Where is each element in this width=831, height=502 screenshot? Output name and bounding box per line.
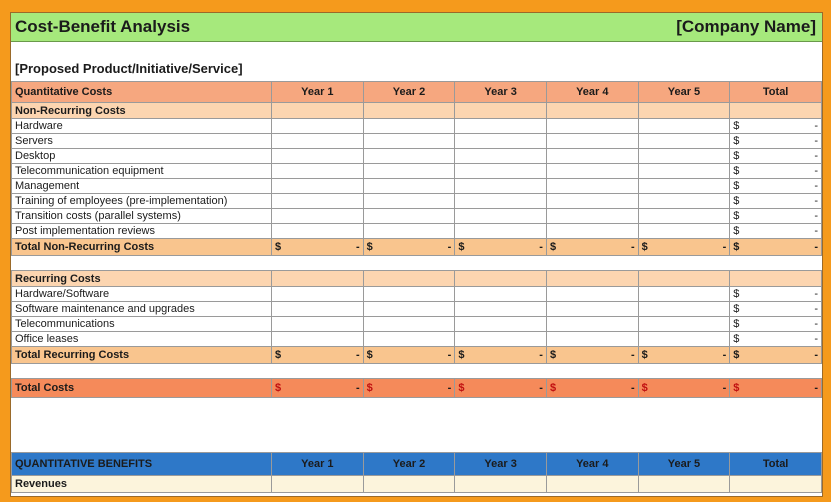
dash-value: - <box>814 195 818 207</box>
dash-value: - <box>814 382 818 394</box>
currency-symbol: $ <box>733 165 740 177</box>
row-total-amount <box>733 195 818 207</box>
total-costs-cell <box>363 379 455 398</box>
currency-symbol: $ <box>733 195 740 207</box>
item-label: Telecommunication equipment <box>12 164 272 179</box>
year-1-input-cell[interactable] <box>272 224 364 239</box>
row-total-cell <box>730 149 822 164</box>
year-3-input-cell[interactable] <box>455 287 547 302</box>
total-costs-amount <box>458 382 543 394</box>
total-recurring-amount <box>642 349 727 361</box>
table-row <box>12 209 822 224</box>
dash-value: - <box>814 303 818 315</box>
year-3-input-cell[interactable] <box>455 224 547 239</box>
year-2-input-cell[interactable] <box>363 332 455 347</box>
year-5-input-cell[interactable] <box>638 332 730 347</box>
dash-value: - <box>355 349 360 361</box>
year-2-input-cell[interactable] <box>363 317 455 332</box>
year-5-input-cell[interactable] <box>638 209 730 224</box>
benefit-header-label: QUANTITATIVE BENEFITS <box>12 453 272 476</box>
section-cell <box>546 271 638 287</box>
year-2-input-cell[interactable] <box>363 302 455 317</box>
item-label: Servers <box>12 134 272 149</box>
total-costs-cell <box>546 379 638 398</box>
year-3-input-cell[interactable] <box>455 317 547 332</box>
year-1-input-cell[interactable] <box>272 134 364 149</box>
year-1-input-cell[interactable] <box>272 164 364 179</box>
currency-symbol: $ <box>733 288 740 300</box>
total-recurring-cell <box>638 347 730 364</box>
total-costs-amount <box>550 382 635 394</box>
total-non-recurring <box>12 239 822 256</box>
total-non-recurring-cell <box>730 239 822 256</box>
row-total-cell <box>730 194 822 209</box>
year-4-input-cell[interactable] <box>546 209 638 224</box>
benefit-total-header: Total <box>730 453 822 476</box>
table-row <box>12 287 822 302</box>
currency-symbol: $ <box>366 241 373 253</box>
section-cell <box>730 103 822 119</box>
year-4-input-cell[interactable] <box>546 287 638 302</box>
dash-value: - <box>814 333 818 345</box>
total-costs <box>12 379 822 398</box>
table-row <box>12 224 822 239</box>
dash-value: - <box>814 150 818 162</box>
currency-symbol: $ <box>275 382 282 394</box>
section-cell <box>363 271 455 287</box>
year-3-input-cell[interactable] <box>455 194 547 209</box>
total-non-recurring-cell <box>455 239 547 256</box>
row-total-amount <box>733 333 818 345</box>
section-cell <box>272 271 364 287</box>
year-1-input-cell[interactable] <box>272 332 364 347</box>
year-1-input-cell[interactable] <box>272 209 364 224</box>
year-3-input-cell[interactable] <box>455 302 547 317</box>
year-4-input-cell[interactable] <box>546 317 638 332</box>
benefit-year-3-header: Year 3 <box>455 453 547 476</box>
currency-symbol: $ <box>733 303 740 315</box>
currency-symbol: $ <box>733 120 740 132</box>
item-label: Transition costs (parallel systems) <box>12 209 272 224</box>
dash-value: - <box>814 165 818 177</box>
dash-value: - <box>814 288 818 300</box>
total-non-recurring-amount <box>458 241 543 253</box>
currency-symbol: $ <box>641 349 648 361</box>
dash-value: - <box>447 382 452 394</box>
revenues-section <box>12 476 822 493</box>
total-non-recurring-cell <box>546 239 638 256</box>
table-row <box>12 332 822 347</box>
dash-value: - <box>814 180 818 192</box>
year-5-input-cell[interactable] <box>638 287 730 302</box>
currency-symbol: $ <box>641 382 648 394</box>
dash-value: - <box>814 241 818 253</box>
section-cell <box>455 103 547 119</box>
item-label: Training of employees (pre-implementation) <box>12 194 272 209</box>
year-1-input-cell[interactable] <box>272 179 364 194</box>
total-recurring-cell <box>730 347 822 364</box>
cost-total-header: Total <box>730 82 822 103</box>
year-4-input-cell[interactable] <box>546 134 638 149</box>
year-5-input-cell[interactable] <box>638 302 730 317</box>
total-recurring-amount <box>275 349 360 361</box>
total-recurring-cell <box>363 347 455 364</box>
currency-symbol: $ <box>549 382 557 394</box>
total-non-recurring-amount <box>367 241 452 253</box>
year-5-input-cell[interactable] <box>638 164 730 179</box>
year-2-input-cell[interactable] <box>363 179 455 194</box>
section-cell <box>363 103 455 119</box>
dash-value: - <box>814 210 818 222</box>
cost-year-5-header: Year 5 <box>638 82 730 103</box>
dash-value: - <box>447 241 452 253</box>
row-total-amount <box>733 120 818 132</box>
total-non-recurring-cell <box>638 239 730 256</box>
year-4-input-cell[interactable] <box>546 164 638 179</box>
dash-value: - <box>539 349 543 361</box>
section-cell <box>363 476 455 493</box>
dash-value: - <box>814 135 818 147</box>
dash-value: - <box>539 382 543 394</box>
dash-value: - <box>355 241 360 253</box>
cost-table <box>11 81 822 398</box>
currency-symbol: $ <box>733 333 740 345</box>
spreadsheet <box>10 12 823 497</box>
cost-header-label: Quantitative Costs <box>12 82 272 103</box>
total-costs-cell <box>455 379 547 398</box>
total-non-recurring-label: Total Non-Recurring Costs <box>12 239 272 256</box>
year-2-input-cell[interactable] <box>363 194 455 209</box>
non-recurring-section-label: Non-Recurring Costs <box>12 103 272 119</box>
benefit-table <box>11 452 822 493</box>
item-label: Telecommunications <box>12 317 272 332</box>
section-cell <box>638 271 730 287</box>
year-5-input-cell[interactable] <box>638 194 730 209</box>
benefit-year-1-header: Year 1 <box>272 453 364 476</box>
spacer-cell <box>12 364 822 379</box>
row-total-cell <box>730 224 822 239</box>
total-costs-label: Total Costs <box>12 379 272 398</box>
year-1-input-cell[interactable] <box>272 119 364 134</box>
total-non-recurring-amount <box>550 241 635 253</box>
year-2-input-cell[interactable] <box>363 224 455 239</box>
table-row <box>12 164 822 179</box>
year-2-input-cell[interactable] <box>363 287 455 302</box>
sheet-title: Cost-Benefit Analysis <box>15 17 191 36</box>
section-cell <box>272 103 364 119</box>
total-costs-cell <box>638 379 730 398</box>
total-recurring-cell <box>455 347 547 364</box>
year-3-input-cell[interactable] <box>455 149 547 164</box>
total-recurring-amount <box>458 349 543 361</box>
currency-symbol: $ <box>549 349 557 361</box>
year-5-input-cell[interactable] <box>638 119 730 134</box>
table-row <box>12 302 822 317</box>
year-3-input-cell[interactable] <box>455 209 547 224</box>
item-label: Desktop <box>12 149 272 164</box>
row-total-amount <box>733 318 818 330</box>
dash-value: - <box>447 349 452 361</box>
cost-year-1-header: Year 1 <box>272 82 364 103</box>
currency-symbol: $ <box>275 349 282 361</box>
currency-symbol: $ <box>549 241 557 253</box>
recurring-section <box>12 271 822 287</box>
table-row <box>12 179 822 194</box>
year-1-input-cell[interactable] <box>272 287 364 302</box>
currency-symbol: $ <box>733 382 740 394</box>
item-label: Post implementation reviews <box>12 224 272 239</box>
section-cell <box>730 271 822 287</box>
title-bar <box>11 13 822 42</box>
section-cell <box>638 103 730 119</box>
currency-symbol: $ <box>458 349 465 361</box>
year-5-input-cell[interactable] <box>638 149 730 164</box>
row-total-cell <box>730 317 822 332</box>
year-4-input-cell[interactable] <box>546 119 638 134</box>
total-costs-cell <box>272 379 364 398</box>
year-2-input-cell[interactable] <box>363 149 455 164</box>
currency-symbol: $ <box>733 135 740 147</box>
row-total-cell <box>730 332 822 347</box>
row-total-amount <box>733 288 818 300</box>
currency-symbol: $ <box>458 382 465 394</box>
year-3-input-cell[interactable] <box>455 332 547 347</box>
dash-value: - <box>630 349 635 361</box>
currency-symbol: $ <box>733 349 740 361</box>
section-cell <box>730 476 822 493</box>
total-recurring-amount <box>367 349 452 361</box>
row-total-cell <box>730 287 822 302</box>
section-cell <box>272 476 364 493</box>
recurring-section-label: Recurring Costs <box>12 271 272 287</box>
dash-value: - <box>630 241 635 253</box>
row-total-cell <box>730 179 822 194</box>
currency-symbol: $ <box>733 210 740 222</box>
total-non-recurring-cell <box>272 239 364 256</box>
dash-value: - <box>722 349 727 361</box>
spacer-row <box>12 364 822 379</box>
total-recurring-label: Total Recurring Costs <box>12 347 272 364</box>
currency-symbol: $ <box>275 241 282 253</box>
cost-year-3-header: Year 3 <box>455 82 547 103</box>
dash-value: - <box>539 241 543 253</box>
total-costs-cell <box>730 379 822 398</box>
total-costs-amount <box>367 382 452 394</box>
benefit-year-5-header: Year 5 <box>638 453 730 476</box>
table-row <box>12 119 822 134</box>
row-total-cell <box>730 119 822 134</box>
section-cell <box>546 103 638 119</box>
year-3-input-cell[interactable] <box>455 134 547 149</box>
item-label: Hardware <box>12 119 272 134</box>
row-total-amount <box>733 303 818 315</box>
year-2-input-cell[interactable] <box>363 119 455 134</box>
dash-value: - <box>814 318 818 330</box>
year-3-input-cell[interactable] <box>455 164 547 179</box>
dash-value: - <box>814 225 818 237</box>
total-costs-amount <box>275 382 360 394</box>
proposed-product-label[interactable]: [Proposed Product/Initiative/Service] <box>15 61 243 76</box>
row-total-amount <box>733 165 818 177</box>
total-non-recurring-cell <box>363 239 455 256</box>
year-1-input-cell[interactable] <box>272 317 364 332</box>
total-recurring-amount <box>550 349 635 361</box>
benefit-header-row <box>12 453 822 476</box>
dash-value: - <box>814 349 818 361</box>
year-5-input-cell[interactable] <box>638 179 730 194</box>
currency-symbol: $ <box>733 150 740 162</box>
year-4-input-cell[interactable] <box>546 224 638 239</box>
section-cell <box>455 476 547 493</box>
revenues-section-label: Revenues <box>12 476 272 493</box>
year-2-input-cell[interactable] <box>363 134 455 149</box>
item-label: Software maintenance and upgrades <box>12 302 272 317</box>
table-row <box>12 134 822 149</box>
item-label: Office leases <box>12 332 272 347</box>
row-total-amount <box>733 180 818 192</box>
year-1-input-cell[interactable] <box>272 302 364 317</box>
year-3-input-cell[interactable] <box>455 179 547 194</box>
currency-symbol: $ <box>366 382 373 394</box>
dash-value: - <box>722 241 727 253</box>
year-2-input-cell[interactable] <box>363 209 455 224</box>
year-5-input-cell[interactable] <box>638 134 730 149</box>
cost-year-2-header: Year 2 <box>363 82 455 103</box>
total-non-recurring-amount <box>642 241 727 253</box>
section-cell <box>455 271 547 287</box>
row-total-amount <box>733 225 818 237</box>
row-total-cell <box>730 134 822 149</box>
row-total-amount <box>733 210 818 222</box>
currency-symbol: $ <box>733 318 740 330</box>
dash-value: - <box>355 382 360 394</box>
row-total-cell <box>730 164 822 179</box>
total-recurring <box>12 347 822 364</box>
year-4-input-cell[interactable] <box>546 149 638 164</box>
year-5-input-cell[interactable] <box>638 224 730 239</box>
row-total-amount <box>733 150 818 162</box>
total-recurring-cell <box>546 347 638 364</box>
dash-value: - <box>814 120 818 132</box>
benefit-year-2-header: Year 2 <box>363 453 455 476</box>
cost-year-4-header: Year 4 <box>546 82 638 103</box>
year-1-input-cell[interactable] <box>272 194 364 209</box>
cost-header-row <box>12 82 822 103</box>
row-total-amount <box>733 135 818 147</box>
row-total-cell <box>730 302 822 317</box>
table-row <box>12 317 822 332</box>
table-row <box>12 194 822 209</box>
section-cell <box>638 476 730 493</box>
table-row <box>12 149 822 164</box>
item-label: Management <box>12 179 272 194</box>
currency-symbol: $ <box>458 241 465 253</box>
year-2-input-cell[interactable] <box>363 164 455 179</box>
total-recurring-amount <box>733 349 818 361</box>
total-recurring-cell <box>272 347 364 364</box>
year-1-input-cell[interactable] <box>272 149 364 164</box>
year-4-input-cell[interactable] <box>546 302 638 317</box>
dash-value: - <box>722 382 727 394</box>
year-4-input-cell[interactable] <box>546 332 638 347</box>
non-recurring-section <box>12 103 822 119</box>
dash-value: - <box>630 382 635 394</box>
spacer-row <box>12 256 822 271</box>
currency-symbol: $ <box>641 241 648 253</box>
company-name[interactable]: [Company Name] <box>676 17 816 36</box>
benefit-year-4-header: Year 4 <box>546 453 638 476</box>
year-4-input-cell[interactable] <box>546 179 638 194</box>
item-label: Hardware/Software <box>12 287 272 302</box>
total-costs-amount <box>642 382 727 394</box>
total-non-recurring-amount <box>275 241 360 253</box>
currency-symbol: $ <box>733 225 740 237</box>
row-total-cell <box>730 209 822 224</box>
currency-symbol: $ <box>733 180 740 192</box>
year-3-input-cell[interactable] <box>455 119 547 134</box>
spacer-cell <box>12 256 822 271</box>
year-4-input-cell[interactable] <box>546 194 638 209</box>
currency-symbol: $ <box>366 349 373 361</box>
year-5-input-cell[interactable] <box>638 317 730 332</box>
section-cell <box>546 476 638 493</box>
currency-symbol: $ <box>733 241 740 253</box>
total-non-recurring-amount <box>733 241 818 253</box>
total-costs-amount <box>733 382 818 394</box>
